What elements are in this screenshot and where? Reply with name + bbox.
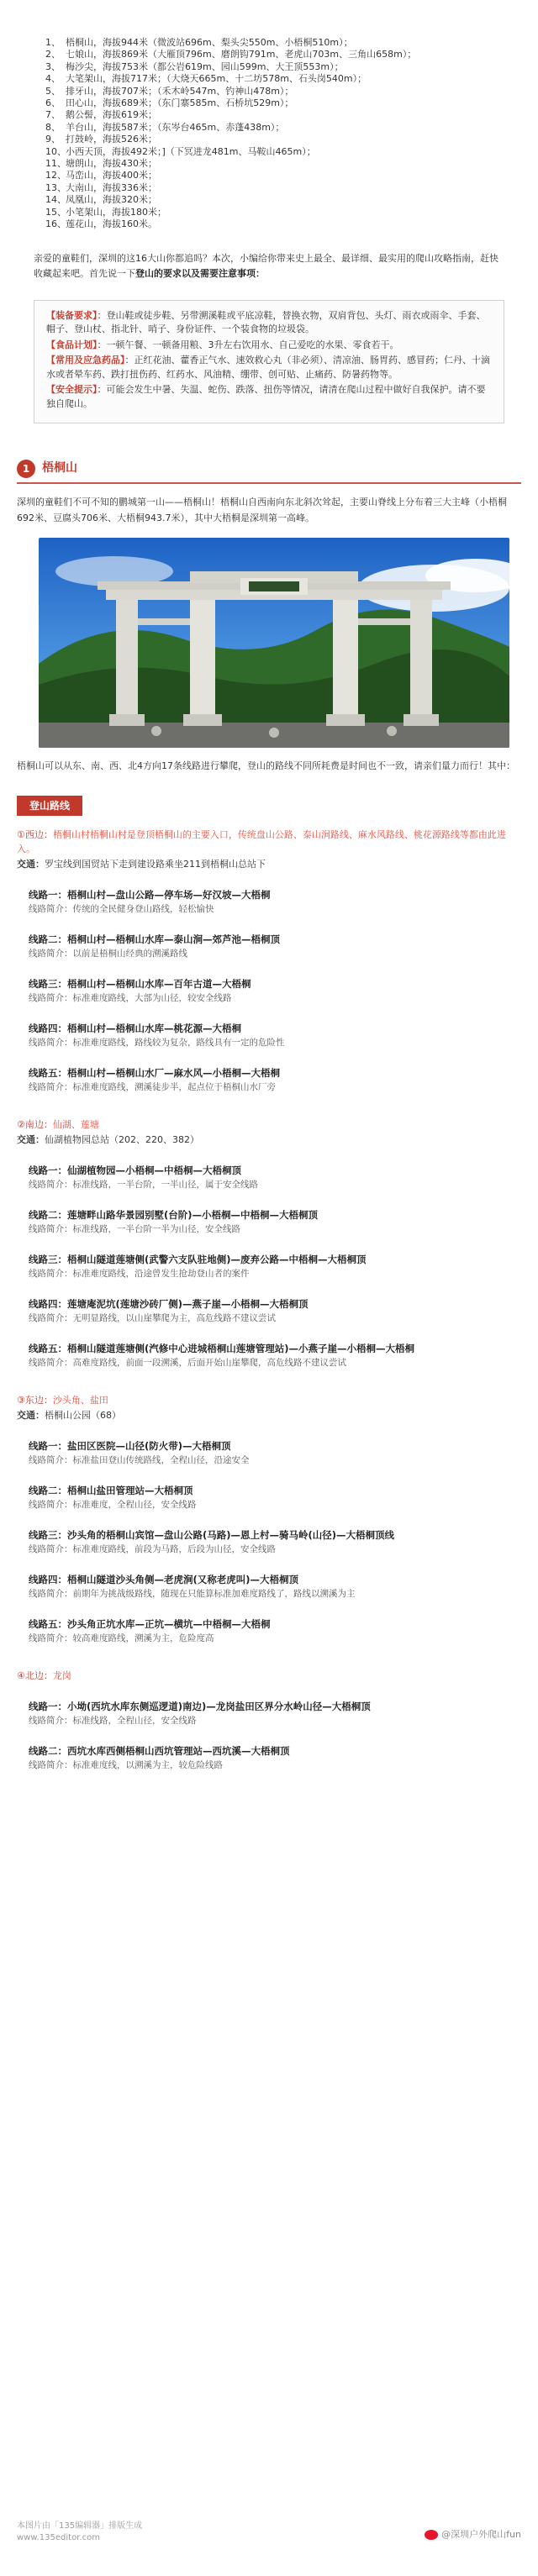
mountain-text: 凤凰山，海拔320米；: [66, 194, 157, 206]
direction-title: [17, 1393, 521, 1407]
mountain-text: 大南山，海拔336米；: [66, 181, 157, 193]
route-name: 线路二：梧桐山盐田管理站—大梧桐顶: [29, 1485, 193, 1496]
intro-paragraph: [34, 251, 504, 281]
mountain-text: 小西天顶，海拔492米；]（下冥进龙481m、马鞍山465m）；: [66, 145, 316, 157]
route-item: [29, 1744, 521, 1772]
mountain-list-item: [45, 109, 493, 121]
mountain-text: 羊台山，海拔587米；（东岑台465m、赤蓬438m）；: [66, 121, 285, 133]
mountain-list-item: [45, 73, 493, 85]
transport-text: 罗宝线到国贸站下走到建设路乘坐211到梧桐山总站下: [45, 859, 266, 870]
tips-box: [34, 300, 504, 424]
mountain-list: [34, 32, 504, 238]
route-item: [29, 1022, 521, 1049]
direction-transport: [17, 1133, 521, 1147]
route-name: 线路四：梧桐山村—梧桐山水库—桃花源—大梧桐: [29, 1023, 241, 1034]
route-name: 线路二：西坑水库西侧梧桐山西坑管理站—西坑溪—大梧桐顶: [29, 1745, 290, 1757]
mountain-text: 田心山，海拔689米；（东门寨585m、石桥坑529m）；: [66, 97, 294, 109]
section-number: 1: [17, 460, 35, 478]
tip-item: [46, 354, 492, 381]
weibo-handle: @深圳户外爬山fun: [441, 2529, 521, 2540]
direction-block: [0, 1669, 538, 1772]
mountain-list-item: [45, 146, 493, 158]
tip-tag: 【食品计划】: [46, 339, 98, 350]
mountain-list-item: [45, 37, 493, 49]
route-name: 线路四：莲塘庵泥坑(莲塘沙砖厂侧)—燕子崖—小梧桐—大梧桐顶: [29, 1298, 309, 1310]
mountain-list-item: [45, 207, 493, 218]
route-name: 线路二：梧桐山村—梧桐山水库—泰山涧—郊芦池—梧桐顶: [29, 933, 280, 945]
route-item: [29, 1164, 521, 1191]
route-name: 线路五：沙头角正坑水库—正坑—横坑—中梧桐—大梧桐: [29, 1618, 271, 1630]
intro-bold: 登山的要求以及需要注意事项：: [135, 267, 265, 279]
mountain-number: 2、: [45, 49, 61, 60]
route-item: [29, 1528, 521, 1556]
route-description: 线路简介：前期年为挑战级路线，随现在只能算标准加难度路线了，路线以溯溪为主: [29, 1589, 356, 1599]
wutong-routes-intro: 梧桐山可以从东、南、西、北4方向17条线路进行攀爬，登山的路线不同所耗费是时间也不一致，请亲们量力而行！其中：: [17, 760, 515, 771]
mountain-text: 莲花山，海拔160米。: [66, 218, 157, 230]
tip-item: [46, 383, 492, 411]
route-description: 线路简介：标准难度，全程山径，安全线路: [29, 1500, 197, 1510]
direction-transport: [17, 1409, 521, 1422]
direction-title-text: 梧桐山村梧桐山村是登顶梧桐山的主要入口，传统盘山公路、泰山涧路线、麻水风路线、桃花源路线等都由此进入。: [17, 829, 506, 854]
weibo-icon: [425, 2530, 438, 2540]
mountain-list-item: [45, 158, 493, 170]
mountain-number: 7、: [45, 109, 61, 121]
direction-title-text: 仙湖、莲塘: [52, 1119, 99, 1130]
tip-text: ：可能会发生中暑、失温、蛇伤、跌落、扭伤等情况，请清在爬山过程中做好自我保护。请不要独自爬山。: [46, 384, 486, 409]
section-heading-wutong: [17, 459, 538, 479]
mountain-number: 10、: [45, 145, 66, 157]
mountain-number: 3、: [45, 60, 61, 72]
route-description: 线路简介：标准难度路线，路线较为复杂，路线具有一定的危险性: [29, 1038, 285, 1048]
route-description: 线路简介：较高难度路线，溯溪为主，危险度高: [29, 1633, 214, 1643]
route-description: 线路简介：标准难度路线，溯溪徒步半，起点位于梧桐山水厂旁: [29, 1082, 276, 1092]
mountain-number: 9、: [45, 134, 61, 145]
route-item: [29, 1484, 521, 1511]
mountain-text: 梧桐山，海拔944米（微波站696m、梨头尖550m、小梧桐510m）；: [66, 37, 353, 48]
route-item: [29, 1617, 521, 1645]
mountain-list-item: [45, 86, 493, 97]
mountain-number: 15、: [45, 206, 66, 218]
route-description: 线路简介：传统的全民健身登山路线，轻松愉快: [29, 904, 214, 914]
transport-label: 交通：: [17, 1134, 45, 1145]
mountain-list-item: [45, 194, 493, 206]
directions-list: [0, 828, 538, 1772]
mountain-list-item: [45, 49, 493, 60]
tip-item: [46, 309, 492, 337]
mountain-text: 大笔架山，海拔717米；（大烧天665m、十二坊578m、石头岗540m）；: [66, 73, 367, 85]
direction-title: [17, 1117, 521, 1132]
tip-text: ：登山鞋或徒步鞋、另带溯溪鞋或平底凉鞋，替换衣物，双肩背包、头灯、雨衣或雨伞、手套、帽子、登山杖、指北针、哨子、身份证件、一个装食物的垃圾袋。: [46, 309, 486, 334]
route-description: 线路简介：以前是梧桐山经典的溯溪路线: [29, 949, 187, 959]
mountain-list-item: [45, 218, 493, 230]
weibo-watermark: [425, 2527, 521, 2542]
direction-title: [17, 828, 521, 856]
section-title: 梧桐山: [42, 461, 77, 476]
mountain-number: 5、: [45, 85, 61, 97]
route-item: [29, 1208, 521, 1236]
mountain-number: 4、: [45, 73, 61, 85]
route-description: 线路简介：标准线路，一半台阶一半为山径，安全线路: [29, 1224, 240, 1234]
route-item: [29, 1253, 521, 1280]
transport-text: 梧桐山公园（68）: [45, 1410, 121, 1421]
mountain-text: 打鼓岭，海拔526米；: [66, 134, 157, 145]
route-item: [29, 1700, 521, 1727]
tip-text: ：一顿午餐、一顿备用粮、3升左右饮用水、自己爱吃的水果、零食若干。: [97, 339, 399, 350]
mountain-number: 11、: [45, 158, 66, 170]
route-item: [29, 1342, 521, 1369]
mountain-text: 鹅公髻，海拔619米；: [66, 109, 157, 121]
tip-text: ：正红花油、藿香正气水、速效救心丸（非必须）、清凉油、肠胃药、感冒药；仁丹、十滴水或者晕车药、跌打扭伤药、红药水、风油精、绷带、创可贴、止痛药、防暑药物等。: [46, 355, 490, 380]
mountain-list-item: [45, 182, 493, 194]
route-item: [29, 888, 521, 916]
direction-transport: [17, 858, 521, 871]
route-description: 线路简介：标准盐田登山传统路线，全程山径，沿途安全: [29, 1455, 250, 1465]
route-name: 线路三：梧桐山村—梧桐山水库—百年古道—大梧桐: [29, 978, 251, 990]
tip-tag: 【安全提示】: [46, 384, 98, 395]
route-name: 线路四：梧桐山隧道沙头角侧—老虎涧(又称老虎叫)—大梧桐顶: [29, 1574, 299, 1585]
mountain-number: 8、: [45, 121, 61, 133]
tip-item: [46, 339, 492, 353]
direction-title-text: 龙岗: [52, 1670, 71, 1681]
mountain-list-item: [45, 61, 493, 73]
mountain-list-item: [45, 170, 493, 181]
footer-source: 本图片由「135编辑器」排版生成: [17, 2521, 143, 2531]
route-name: 线路一：盐田区医院—山径(防火带)—大梧桐顶: [29, 1440, 231, 1452]
direction-block: [0, 1117, 538, 1369]
wutong-description: 深圳的童鞋们不可不知的鹏城第一山——梧桐山！梧桐山自西南向东北斜次耸起，主要山脊线上分布着三大主峰（小梧桐692米、豆腐头706米、大梧桐943.7米），其中大梧桐是深圳第一高峰。: [17, 497, 507, 523]
direction-block: [0, 1393, 538, 1645]
mountain-number: 1、: [45, 37, 61, 48]
route-description: 线路简介：标准难度路线，沿途曾发生抢劫登山者的案件: [29, 1269, 250, 1279]
route-section-label: 登山路线: [17, 796, 82, 816]
mountain-number: 16、: [45, 218, 66, 230]
mountain-number: 14、: [45, 194, 66, 206]
route-item: [29, 1297, 521, 1325]
direction-prefix: ②南边：: [17, 1119, 53, 1130]
mountain-text: 小笔架山，海拔180米；: [66, 206, 166, 218]
route-description: 线路简介：标准难度路线，前段为马路，后段为山径，安全线路: [29, 1544, 276, 1554]
wutong-gate-photo: [39, 538, 509, 748]
route-item: [29, 1573, 521, 1601]
route-description: 线路简介：标准难度线，以溯溪为主，较危险线路: [29, 1760, 223, 1770]
tip-tag: 【常用及应急药品】: [46, 355, 125, 365]
mountain-text: 七娘山，海拔869米（大雁顶796m、磨朗钩791m、老虎山703m、三角山658m）；: [66, 49, 417, 60]
direction-prefix: ①西边：: [17, 829, 53, 840]
mountain-number: 12、: [45, 170, 66, 181]
route-item: [29, 1439, 521, 1467]
route-description: 线路简介：高难度路线，前面一段溯溪，后面开始山崖攀爬，高危线路不建议尝试: [29, 1358, 346, 1368]
section-divider: [17, 482, 521, 484]
transport-label: 交通：: [17, 1410, 45, 1421]
footer-url: www.135editor.com: [17, 2533, 100, 2542]
route-item: [29, 1066, 521, 1094]
mountain-text: 马峦山，海拔400米；: [66, 170, 157, 181]
mountain-number: 13、: [45, 181, 66, 193]
mountain-text: 排牙山，海拔707米；（禾木岭547m、钓神山478m）；: [66, 85, 294, 97]
route-name: 线路五：梧桐山隧道莲塘侧(汽修中心进城梧桐山莲塘管理站)—小燕子崖—小梧桐—大梧桐: [29, 1343, 415, 1354]
direction-prefix: ④北边：: [17, 1670, 53, 1681]
mountain-list-item: [45, 134, 493, 145]
mountain-text: 梅沙尖，海拔753米（都公岩619m、园山599m、大王顶553m）；: [66, 60, 344, 72]
transport-label: 交通：: [17, 859, 45, 870]
route-name: 线路二：莲塘畔山路华景园别墅(台阶)—小梧桐—中梧桐—大梧桐顶: [29, 1209, 319, 1221]
transport-text: 仙湖植物园总站（202、220、382）: [45, 1134, 199, 1145]
direction-title: [17, 1669, 521, 1683]
route-item: [29, 977, 521, 1005]
route-name: 线路三：沙头角的梧桐山宾馆—盘山公路(马路)—恩上村—骑马岭(山径)—大梧桐顶线: [29, 1529, 395, 1541]
mountain-list-item: [45, 122, 493, 134]
direction-title-text: 沙头角、盐田: [52, 1395, 108, 1406]
route-description: 线路简介：标准难度路线，大部为山径，较安全线路: [29, 993, 232, 1003]
route-description: 线路简介：标准线路，一半台阶，一半山径，属于安全线路: [29, 1180, 258, 1190]
route-name: 线路三：梧桐山隧道莲塘侧(武警六支队驻地侧)—废弃公路—中梧桐—大梧桐顶: [29, 1254, 367, 1265]
mountain-text: 塘朗山，海拔430米；: [66, 158, 157, 170]
route-item: [29, 933, 521, 960]
intro-text: 亲爱的童鞋们，深圳的这16大山你都追吗？本次，小编给你带来史上最全、最详细、最实用的爬山攻略指南，赶快收藏起来吧。首先说一下: [34, 252, 498, 279]
route-name: 线路一：梧桐山村—盘山公路—停车场—好汉坡—大梧桐: [29, 889, 271, 901]
direction-prefix: ③东边：: [17, 1395, 53, 1406]
route-description: 线路简介：无明显路线，以山崖攀爬为主，高危线路不建议尝试: [29, 1313, 276, 1323]
mountain-list-item: [45, 97, 493, 109]
route-name: 线路一：小坳(西坑水库东侧巡逻道)南边)—龙岗盐田区界分水岭山径—大梧桐顶: [29, 1701, 371, 1712]
direction-block: [0, 828, 538, 1094]
route-name: 线路五：梧桐山村—梧桐山水厂—麻水风—小梧桐—大梧桐: [29, 1067, 280, 1079]
footer: [17, 2521, 521, 2544]
route-name: 线路一：仙湖植物园—小梧桐—中梧桐—大梧桐顶: [29, 1164, 241, 1176]
route-description: 线路简介：标准线路，全程山径，安全线路: [29, 1716, 197, 1726]
mountain-number: 6、: [45, 97, 61, 109]
tip-tag: 【装备要求】: [46, 309, 98, 321]
